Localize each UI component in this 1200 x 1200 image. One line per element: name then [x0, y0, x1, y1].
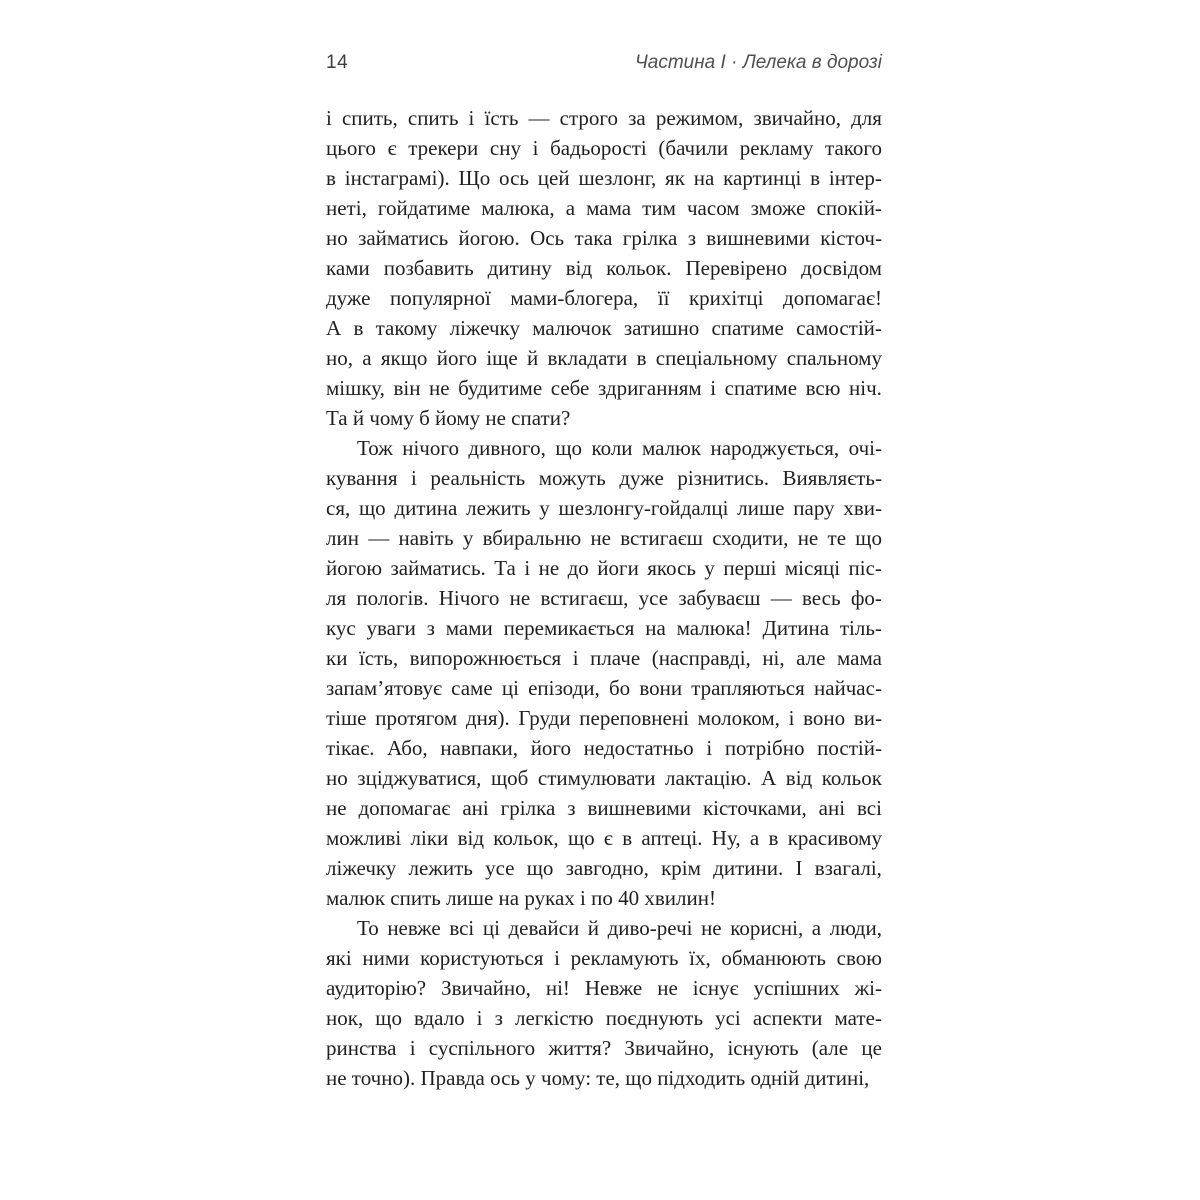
text-line: неті, гойдатиме малюка, а мама тим часом зможе спокій- [326, 196, 882, 220]
paragraph [326, 106, 882, 436]
text-line: тікає. Або, навпаки, його недостатньо і потрібно постій- [326, 736, 882, 760]
text-line: запам’ятовує саме ці епізоди, бо вони трапляються найчас- [326, 676, 882, 700]
text-line: ся, що дитина лежить у шезлонгу-гойдалці лише пару хви- [326, 496, 882, 520]
paragraph [326, 436, 882, 916]
text-line: но зціджуватися, щоб стимулювати лактацію. А від кольок [326, 766, 882, 790]
text-line: но, а якщо його іще й вкладати в спеціальному спальному [326, 346, 882, 370]
text-line: тіше протягом дня). Груди переповнені молоком, і воно ви- [326, 706, 882, 730]
paragraph [326, 916, 882, 1096]
text-line: кус уваги з мами перемикається на малюка! Дитина тіль- [326, 616, 882, 640]
body-text [326, 106, 882, 1096]
text-line: не точно). Правда ось у чому: те, що підходить одній дитині, [326, 1066, 870, 1090]
text-line: цього є трекери сну і бадьорості (бачили рекламу такого [326, 136, 882, 160]
text-line: йогою займатись. Та і не до йоги якось у перші місяці піс- [326, 556, 882, 580]
chapter-header: Частина I · Лелека в дорозі [634, 52, 882, 73]
text-line: А в такому ліжечку малючок затишно спатиме самостій- [326, 316, 882, 340]
text-line: малюк спить лише на руках і по 40 хвилин! [326, 886, 716, 910]
text-line: нок, що вдало і з легкістю поєднують усі аспекти мате- [326, 1006, 882, 1030]
text-line: в інстаграмі). Що ось цей шезлонг, як на картинці в інтер- [326, 166, 882, 190]
running-head [326, 52, 882, 74]
text-line: Тож нічого дивного, що коли малюк народжується, очі- [357, 436, 882, 460]
text-line: і спить, спить і їсть — строго за режимом, звичайно, для [326, 106, 882, 130]
text-line: ліжечку лежить усе що завгодно, крім дитини. І взагалі, [326, 856, 882, 880]
text-line: які ними користуються і рекламують їх, обманюють свою [326, 946, 882, 970]
text-line: ки їсть, випорожнюється і плаче (насправді, ні, але мама [326, 646, 882, 670]
text-line: ками позбавить дитину від кольок. Перевірено досвідом [326, 256, 882, 280]
page-number: 14 [326, 52, 349, 73]
text-line: То невже всі ці девайси й диво-речі не корисні, а люди, [357, 916, 882, 940]
text-line: можливі ліки від кольок, що є в аптеці. Ну, а в красивому [326, 826, 882, 850]
text-line: ринства і суспільного життя? Звичайно, існують (але це [326, 1036, 882, 1060]
text-line: дуже популярної мами-блогера, її крихітці допомагає! [326, 286, 882, 310]
text-line: Та й чому б йому не спати? [326, 406, 571, 430]
text-line: ля пологів. Нічого не встигаєш, усе забуваєш — весь фо- [326, 586, 882, 610]
text-line: лин — навіть у вбиральню не встигаєш сходити, не те що [326, 526, 882, 550]
text-line: но займатись йогою. Ось така грілка з вишневими кісточ- [326, 226, 882, 250]
text-line: не допомагає ані грілка з вишневими кісточками, ані всі [326, 796, 882, 820]
text-line: аудиторію? Звичайно, ні! Невже не існує успішних жі- [326, 976, 882, 1000]
text-line: кування і реальність можуть дуже різнитись. Виявляєть- [326, 466, 882, 490]
text-line: мішку, він не будитиме себе здриганням і спатиме всю ніч. [326, 376, 882, 400]
